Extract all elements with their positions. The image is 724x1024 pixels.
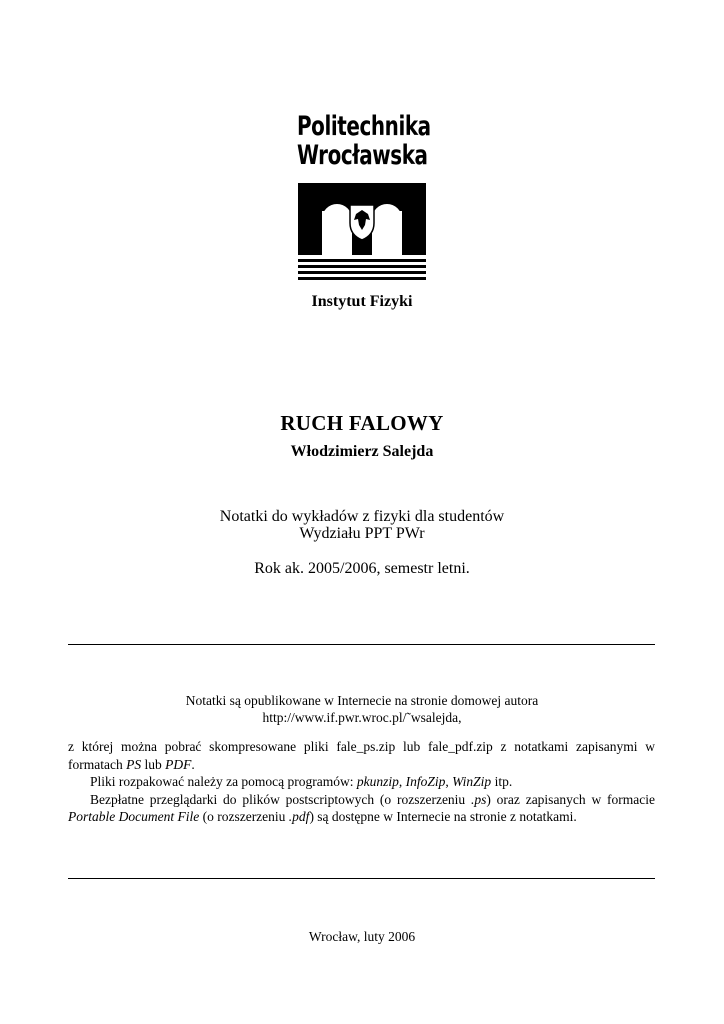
- subtitle-line-1: Notatki do wykładów z fizyki dla studentów: [219, 508, 505, 525]
- pdf-format-name: Portable Document File: [68, 809, 200, 824]
- format-ps: PS: [126, 756, 142, 772]
- notes-info-text: [68, 738, 655, 826]
- format-pdf: PDF: [165, 756, 192, 772]
- divider-top: [68, 644, 655, 645]
- program-pkunzip: pkunzip: [356, 774, 399, 789]
- extension-ps: .ps: [470, 791, 487, 807]
- author-name: Włodzimierz Salejda: [290, 443, 434, 460]
- extension-pdf: .pdf: [288, 809, 310, 824]
- university-logo-text: [297, 111, 431, 171]
- author-homepage-url[interactable]: http://www.if.pwr.wroc.pl/˜wsalejda,: [262, 710, 462, 725]
- document-title: RUCH FALOWY: [280, 411, 444, 435]
- university-emblem-icon: [298, 183, 426, 285]
- academic-year: Rok ak. 2005/2006, semestr letni.: [254, 560, 470, 577]
- program-infozip: InfoZip: [405, 774, 446, 789]
- logo-line-1: Politechnika: [297, 111, 431, 142]
- logo-line-2: Wrocławska: [297, 140, 428, 171]
- place-and-date: Wrocław, luty 2006: [308, 929, 416, 944]
- divider-bottom: [68, 878, 655, 879]
- subtitle-line-2: Wydziału PPT PWr: [299, 525, 425, 542]
- publication-note: Notatki są opublikowane w Internecie na stronie domowej autora: [185, 693, 539, 708]
- unzip-paragraph: Pliki rozpakować należy za pomocą programów: pkunzip, InfoZip, WinZip itp.: [90, 774, 513, 789]
- program-winzip: WinZip: [452, 774, 492, 789]
- viewers-paragraph: Bezpłatne przeglądarki do plików postscriptowych (o rozszerzeniu .ps) oraz zapisanych w formacie Portable Document File (o rozszerzeniu .pdf) są dostępne w Internecie na stronie z notatkami.: [68, 791, 655, 824]
- download-paragraph: z której można pobrać skompresowane pliki fale_ps.zip lub fale_pdf.zip z notatkami zapisanymi w formatach PS lub PDF.: [68, 739, 655, 772]
- institute-name: Instytut Fizyki: [311, 293, 413, 310]
